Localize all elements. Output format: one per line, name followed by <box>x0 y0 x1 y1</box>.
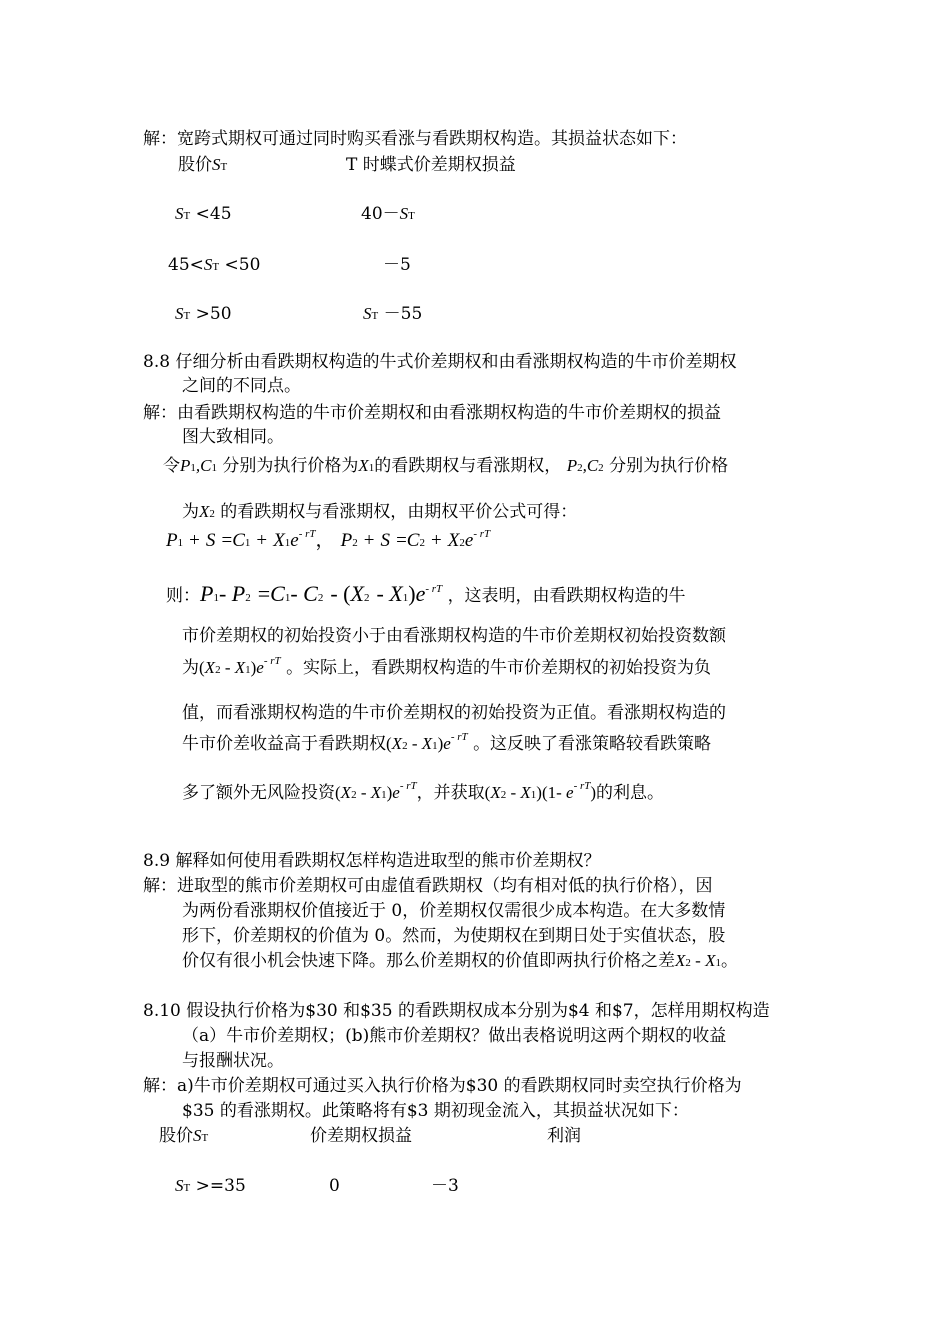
answer-8-9-line3: 形下，价差期权的价值为 0。然而，为使期权在到期日处于实值状态，股 <box>182 926 726 946</box>
table2-row-1-cond: ST >=35 <box>175 1176 246 1196</box>
answer-8-8-c4: 牛市价差收益高于看跌期权$(X2 - X1)e^{- rT}$ 。这反映了看涨策略较看跌策略 <box>182 731 712 754</box>
table-header-price: 股价ST <box>178 155 228 175</box>
table-row-1-val: 40－ST <box>361 204 415 224</box>
answer-8-10-line1: 解：a)牛市价差期权可通过买入执行价格为$30 的看跌期权同时卖空执行价格为 <box>143 1076 742 1096</box>
answer-8-8-let: 令P1,C1 分别为执行价格为X1的看跌期权与看涨期权， P2,C2 分别为执行价格 <box>163 456 729 476</box>
answer-line: 解：宽跨式期权可通过同时购买看涨与看跌期权构造。其损益状态如下： <box>143 129 687 149</box>
parity-formula: $P1 + S =C1 + X1e^{- rT}$， $P2 + S =C2 + X2e^{- rT}$ <box>166 528 491 551</box>
answer-8-8-then: 则：P1- P2 =C1- $C2 - (X2 - X1)e^{- rT}$ ，这表明，由看跌期权构造的牛 <box>166 581 686 606</box>
question-8-8-line1: 8.8 仔细分析由看跌期权构造的牛式价差期权和由看涨期权构造的牛市价差期权 <box>143 352 737 372</box>
answer-8-9-line2: 为两份看涨期权价值接近于 0，价差期权仅需很少成本构造。在大多数情 <box>182 901 726 921</box>
table2-header-profit: 利润 <box>547 1126 581 1146</box>
table2-row-1-profit: －3 <box>431 1176 459 1196</box>
answer-8-8-line2: 图大致相同。 <box>182 427 284 447</box>
answer-8-8-c3: 值，而看涨期权构造的牛市价差期权的初始投资为正值。看涨期权构造的 <box>182 703 726 723</box>
question-8-9: 8.9 解释如何使用看跌期权怎样构造进取型的熊市价差期权？ <box>143 851 601 871</box>
table2-header-payoff: 价差期权损益 <box>310 1126 412 1146</box>
answer-8-9-line1: 解：进取型的熊市价差期权可由虚值看跌期权（均有相对低的执行价格），因 <box>143 876 713 896</box>
question-8-10-line1: 8.10 假设执行价格为$30 和$35 的看跌期权成本分别为$4 和$7，怎样用期权构造 <box>143 1001 770 1021</box>
table-header-payoff: T 时蝶式价差期权损益 <box>346 155 516 175</box>
answer-8-9-line4: 价仅有很小机会快速下降。那么价差期权的价值即两执行价格之差X2 - X1。 <box>182 951 738 971</box>
table-row-2-val: －5 <box>383 255 411 275</box>
table-row-3-cond: ST >50 <box>175 304 232 324</box>
question-8-10-line2: （a）牛市价差期权；(b)熊市价差期权？做出表格说明这两个期权的收益 <box>182 1026 727 1046</box>
table-row-3-val: ST －55 <box>363 304 423 324</box>
table2-header-price: 股价ST <box>159 1126 209 1146</box>
answer-8-8-c2: 为$(X2 - X1)e^{- rT}$ 。实际上，看跌期权构造的牛市价差期权的初始投资为负 <box>182 655 712 678</box>
table-row-2-cond: 45<ST <50 <box>168 255 261 275</box>
question-8-8-line2: 之间的不同点。 <box>182 376 301 396</box>
answer-8-8-c5: 多了额外无风险投资$(X2 - X1)e^{- rT}$，并获取(X2 - X1)(1- $e^{- rT}$)的利息。 <box>182 780 665 803</box>
answer-8-10-line2: $35 的看涨期权。此策略将有$3 期初现金流入，其损益状况如下： <box>182 1101 689 1121</box>
table-row-1-cond: ST <45 <box>175 204 232 224</box>
answer-8-8-c1: 市价差期权的初始投资小于由看涨期权构造的牛市价差期权初始投资数额 <box>182 626 726 646</box>
answer-8-8-where: 为X2 的看跌期权与看涨期权，由期权平价公式可得： <box>182 502 578 522</box>
question-8-10-line3: 与报酬状况。 <box>182 1051 284 1071</box>
answer-8-8-line1: 解：由看跌期权构造的牛市价差期权和由看涨期权构造的牛市价差期权的损益 <box>143 403 721 423</box>
table2-row-1-payoff: 0 <box>329 1176 340 1196</box>
